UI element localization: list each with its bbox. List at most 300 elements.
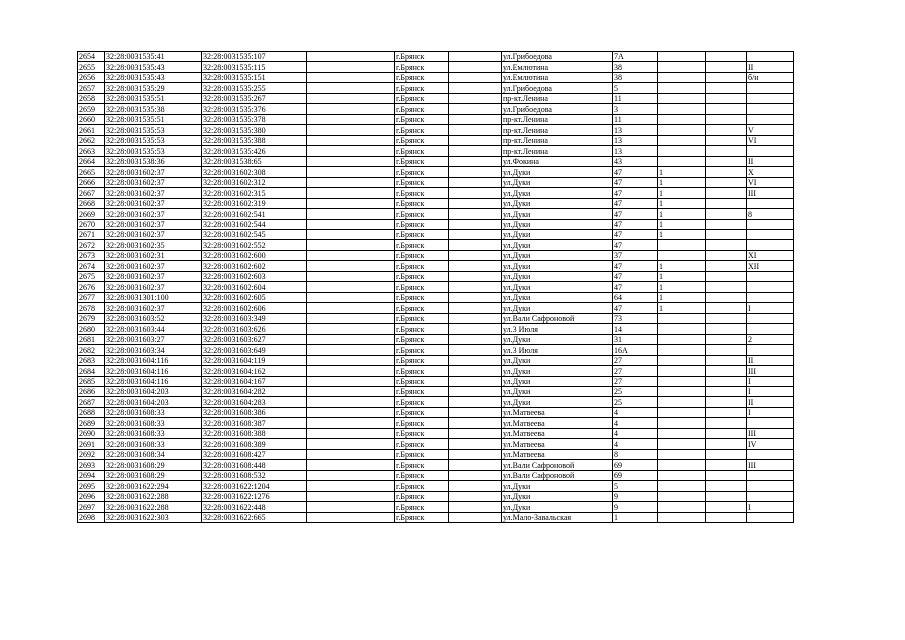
cell-cad-parent: 32:28:0031608:33 (105, 428, 202, 438)
cell-num: 2672 (78, 240, 105, 250)
cell-cad-parent: 32:28:0031602:37 (105, 167, 202, 177)
cell-cad-parent: 32:28:0031622:303 (105, 512, 202, 522)
cell-blank3 (706, 345, 747, 355)
cell-city: г.Брянск (395, 512, 449, 522)
cell-city: г.Брянск (395, 407, 449, 417)
register-table-body (78, 52, 794, 523)
cell-room (747, 481, 794, 491)
cell-cad-object: 32:28:0031608:427 (202, 449, 307, 459)
cell-room: II (747, 397, 794, 407)
cell-blank2 (449, 250, 502, 260)
cell-city: г.Брянск (395, 481, 449, 491)
cell-cad-object: 32:28:0031604:282 (202, 387, 307, 397)
cell-city: г.Брянск (395, 345, 449, 355)
cell-blank1 (307, 146, 395, 156)
cell-blank1 (307, 83, 395, 93)
cell-street: ул.Дуки (502, 292, 613, 302)
cell-city: г.Брянск (395, 72, 449, 82)
cell-room: I (747, 407, 794, 417)
cell-blank1 (307, 303, 395, 313)
table-row (78, 460, 794, 470)
cell-cad-parent: 32:28:0031608:33 (105, 439, 202, 449)
cell-cad-parent: 32:28:0031622:294 (105, 481, 202, 491)
cell-num: 2668 (78, 198, 105, 208)
cell-cad-parent: 32:28:0031608:29 (105, 470, 202, 480)
cell-building (658, 313, 706, 323)
cell-cad-object: 32:28:0031608:386 (202, 407, 307, 417)
cell-num: 2678 (78, 303, 105, 313)
table-row (78, 188, 794, 198)
cell-blank1 (307, 397, 395, 407)
cell-room (747, 83, 794, 93)
cell-street: ул.Дуки (502, 303, 613, 313)
cell-cad-parent: 32:28:0031602:37 (105, 209, 202, 219)
cell-building: 1 (658, 219, 706, 229)
cell-room: VI (747, 135, 794, 145)
cell-city: г.Брянск (395, 93, 449, 103)
cell-num: 2695 (78, 481, 105, 491)
cell-blank2 (449, 271, 502, 281)
cell-street: ул.Грибоедова (502, 83, 613, 93)
cell-street: ул.Дуки (502, 209, 613, 219)
cell-cad-object: 32:28:0031602:545 (202, 229, 307, 239)
cell-blank2 (449, 156, 502, 166)
cell-building (658, 376, 706, 386)
cell-house: 25 (613, 397, 658, 407)
cell-blank3 (706, 219, 747, 229)
cell-blank1 (307, 407, 395, 417)
cell-city: г.Брянск (395, 303, 449, 313)
cell-city: г.Брянск (395, 439, 449, 449)
cell-room (747, 292, 794, 302)
cell-city: г.Брянск (395, 387, 449, 397)
cell-house: 38 (613, 72, 658, 82)
cell-city: г.Брянск (395, 52, 449, 62)
cell-blank2 (449, 366, 502, 376)
cell-house: 13 (613, 146, 658, 156)
cell-num: 2685 (78, 376, 105, 386)
cell-city: г.Брянск (395, 418, 449, 428)
cell-blank2 (449, 502, 502, 512)
cell-city: г.Брянск (395, 156, 449, 166)
cell-blank1 (307, 282, 395, 292)
cell-room: III (747, 460, 794, 470)
cell-num: 2667 (78, 188, 105, 198)
cell-street: ул.Вали Сафроновой (502, 470, 613, 480)
cell-cad-parent: 32:28:0031602:37 (105, 219, 202, 229)
cell-blank1 (307, 334, 395, 344)
cell-cad-parent: 32:28:0031535:53 (105, 125, 202, 135)
cell-house: 69 (613, 460, 658, 470)
cell-building (658, 156, 706, 166)
cell-city: г.Брянск (395, 135, 449, 145)
cell-blank1 (307, 502, 395, 512)
cell-house: 47 (613, 209, 658, 219)
cell-room: X (747, 167, 794, 177)
cell-street: ул.Матвеева (502, 428, 613, 438)
cell-cad-parent: 32:28:0031604:116 (105, 376, 202, 386)
cell-blank2 (449, 219, 502, 229)
cell-blank2 (449, 303, 502, 313)
cell-city: г.Брянск (395, 177, 449, 187)
cell-building (658, 114, 706, 124)
cell-blank2 (449, 355, 502, 365)
cell-blank1 (307, 313, 395, 323)
cell-street: ул.Дуки (502, 481, 613, 491)
cell-house: 1 (613, 512, 658, 522)
cell-room: 8 (747, 209, 794, 219)
cell-blank1 (307, 93, 395, 103)
cell-blank3 (706, 198, 747, 208)
cell-house: 47 (613, 219, 658, 229)
cell-street: ул.Емлютина (502, 62, 613, 72)
cell-street: ул.Дуки (502, 397, 613, 407)
cell-cad-object: 32:28:0031603:627 (202, 334, 307, 344)
cell-street: ул.Емлютина (502, 72, 613, 82)
cell-blank1 (307, 219, 395, 229)
cell-blank3 (706, 355, 747, 365)
cell-building (658, 125, 706, 135)
cell-blank1 (307, 198, 395, 208)
cell-room: III (747, 428, 794, 438)
cell-num: 2675 (78, 271, 105, 281)
cell-num: 2690 (78, 428, 105, 438)
table-row (78, 418, 794, 428)
cell-blank1 (307, 135, 395, 145)
cell-blank3 (706, 62, 747, 72)
cell-blank2 (449, 83, 502, 93)
table-row (78, 292, 794, 302)
cell-cad-object: 32:28:0031602:315 (202, 188, 307, 198)
cell-blank3 (706, 261, 747, 271)
table-row (78, 481, 794, 491)
cell-blank3 (706, 72, 747, 82)
cell-city: г.Брянск (395, 449, 449, 459)
cell-room (747, 470, 794, 480)
cell-house: 9 (613, 491, 658, 501)
cell-blank2 (449, 407, 502, 417)
cell-cad-object: 32:28:0031604:167 (202, 376, 307, 386)
cell-building (658, 418, 706, 428)
cell-num: 2656 (78, 72, 105, 82)
cell-house: 47 (613, 188, 658, 198)
cell-house: 43 (613, 156, 658, 166)
cell-building (658, 481, 706, 491)
cell-blank1 (307, 428, 395, 438)
cell-cad-object: 32:28:0031608:387 (202, 418, 307, 428)
cell-building: 1 (658, 167, 706, 177)
cell-room: 2 (747, 334, 794, 344)
cell-house: 7А (613, 52, 658, 62)
cell-blank1 (307, 52, 395, 62)
cell-room (747, 282, 794, 292)
cell-cad-object: 32:28:0031603:349 (202, 313, 307, 323)
cell-blank1 (307, 261, 395, 271)
cell-cad-parent: 32:28:0031602:37 (105, 198, 202, 208)
cell-building (658, 250, 706, 260)
cell-cad-object: 32:28:0031608:388 (202, 428, 307, 438)
cell-city: г.Брянск (395, 470, 449, 480)
cell-building (658, 104, 706, 114)
cell-blank3 (706, 313, 747, 323)
cell-cad-parent: 32:28:0031602:37 (105, 303, 202, 313)
cell-blank2 (449, 460, 502, 470)
register-sheet (77, 51, 794, 523)
cell-blank2 (449, 439, 502, 449)
cell-cad-object: 32:28:0031603:626 (202, 324, 307, 334)
cell-blank2 (449, 491, 502, 501)
cell-city: г.Брянск (395, 114, 449, 124)
table-row (78, 250, 794, 260)
cell-blank3 (706, 324, 747, 334)
cell-house: 4 (613, 439, 658, 449)
cell-blank3 (706, 460, 747, 470)
cell-house: 25 (613, 387, 658, 397)
cell-cad-object: 32:28:0031602:603 (202, 271, 307, 281)
cell-blank1 (307, 62, 395, 72)
cell-street: ул.Дуки (502, 261, 613, 271)
table-row (78, 502, 794, 512)
cell-room: III (747, 366, 794, 376)
cell-room: I (747, 387, 794, 397)
cell-room: IV (747, 439, 794, 449)
cell-house: 37 (613, 250, 658, 260)
cell-cad-object: 32:28:0031622:665 (202, 512, 307, 522)
cell-blank2 (449, 93, 502, 103)
cell-blank1 (307, 114, 395, 124)
cell-street: ул.3 Июля (502, 324, 613, 334)
cell-street: ул.Дуки (502, 282, 613, 292)
cell-building (658, 387, 706, 397)
table-row (78, 397, 794, 407)
cell-street: ул.Дуки (502, 250, 613, 260)
cell-house: 73 (613, 313, 658, 323)
cell-blank1 (307, 387, 395, 397)
cell-blank1 (307, 177, 395, 187)
cell-building: 1 (658, 271, 706, 281)
cell-blank3 (706, 334, 747, 344)
cell-num: 2687 (78, 397, 105, 407)
cell-house: 27 (613, 366, 658, 376)
cell-street: пр-кт.Ленина (502, 114, 613, 124)
cell-street: ул.Грибоедова (502, 52, 613, 62)
cell-cad-parent: 32:28:0031602:31 (105, 250, 202, 260)
table-row (78, 72, 794, 82)
cell-city: г.Брянск (395, 366, 449, 376)
table-row (78, 177, 794, 187)
cell-building (658, 512, 706, 522)
cell-building: 1 (658, 229, 706, 239)
cell-street: ул.Фокина (502, 156, 613, 166)
cell-cad-parent: 32:28:0031535:53 (105, 135, 202, 145)
cell-blank2 (449, 125, 502, 135)
cell-blank2 (449, 72, 502, 82)
cell-cad-object: 32:28:0031535:255 (202, 83, 307, 93)
table-row (78, 167, 794, 177)
cell-blank3 (706, 481, 747, 491)
cell-cad-parent: 32:28:0031603:34 (105, 345, 202, 355)
cell-street: ул.Дуки (502, 271, 613, 281)
cell-blank3 (706, 282, 747, 292)
cell-street: ул.Дуки (502, 219, 613, 229)
cell-cad-parent: 32:28:0031604:116 (105, 355, 202, 365)
cell-cad-parent: 32:28:0031602:37 (105, 282, 202, 292)
cell-blank1 (307, 376, 395, 386)
cell-room (747, 198, 794, 208)
cell-building: 1 (658, 303, 706, 313)
table-row (78, 209, 794, 219)
cell-street: ул.Матвеева (502, 418, 613, 428)
table-row (78, 345, 794, 355)
cell-blank3 (706, 250, 747, 260)
cell-city: г.Брянск (395, 271, 449, 281)
cell-blank1 (307, 470, 395, 480)
cell-num: 2694 (78, 470, 105, 480)
cell-house: 4 (613, 428, 658, 438)
cell-cad-object: 32:28:0031603:649 (202, 345, 307, 355)
cell-room (747, 52, 794, 62)
cell-street: ул.Вали Сафроновой (502, 313, 613, 323)
cell-city: г.Брянск (395, 62, 449, 72)
cell-num: 2659 (78, 104, 105, 114)
cell-blank2 (449, 428, 502, 438)
cell-house: 47 (613, 177, 658, 187)
cell-blank2 (449, 387, 502, 397)
cell-blank2 (449, 282, 502, 292)
cell-street: ул.Дуки (502, 502, 613, 512)
cell-cad-object: 32:28:0031622:1276 (202, 491, 307, 501)
cell-house: 27 (613, 376, 658, 386)
cell-blank1 (307, 491, 395, 501)
cell-cad-parent: 32:28:0031608:33 (105, 418, 202, 428)
table-row (78, 512, 794, 522)
cell-street: ул.Мало-Завальская (502, 512, 613, 522)
cell-cad-parent: 32:28:0031535:43 (105, 72, 202, 82)
cell-house: 47 (613, 240, 658, 250)
cell-room: I (747, 502, 794, 512)
cell-blank3 (706, 104, 747, 114)
cell-cad-object: 32:28:0031608:448 (202, 460, 307, 470)
cell-city: г.Брянск (395, 198, 449, 208)
cell-cad-parent: 32:28:0031602:37 (105, 271, 202, 281)
cell-cad-object: 32:28:0031604:119 (202, 355, 307, 365)
cell-num: 2680 (78, 324, 105, 334)
cell-house: 47 (613, 261, 658, 271)
cell-building: 1 (658, 261, 706, 271)
table-row (78, 83, 794, 93)
cell-blank2 (449, 334, 502, 344)
cell-room (747, 240, 794, 250)
cell-building (658, 146, 706, 156)
cell-room: XII (747, 261, 794, 271)
cell-blank1 (307, 240, 395, 250)
cell-blank2 (449, 449, 502, 459)
cell-cad-object: 32:28:0031604:162 (202, 366, 307, 376)
cell-cad-parent: 32:28:0031535:43 (105, 62, 202, 72)
cell-num: 2658 (78, 93, 105, 103)
cell-cad-object: 32:28:0031535:426 (202, 146, 307, 156)
cell-cad-parent: 32:28:0031608:29 (105, 460, 202, 470)
cell-building (658, 502, 706, 512)
cell-room (747, 104, 794, 114)
cell-room (747, 418, 794, 428)
cell-num: 2698 (78, 512, 105, 522)
cell-room (747, 324, 794, 334)
cell-building: 1 (658, 209, 706, 219)
cell-city: г.Брянск (395, 428, 449, 438)
cell-house: 47 (613, 167, 658, 177)
cell-room (747, 93, 794, 103)
cell-blank1 (307, 104, 395, 114)
cell-street: ул.Дуки (502, 334, 613, 344)
cell-blank2 (449, 167, 502, 177)
cell-house: 13 (613, 135, 658, 145)
cell-building (658, 72, 706, 82)
cell-blank1 (307, 250, 395, 260)
cell-num: 2663 (78, 146, 105, 156)
cell-blank3 (706, 209, 747, 219)
cell-house: 47 (613, 229, 658, 239)
cell-cad-object: 32:28:0031535:380 (202, 125, 307, 135)
cell-cad-parent: 32:28:0031602:37 (105, 261, 202, 271)
cell-blank3 (706, 177, 747, 187)
cell-house: 11 (613, 114, 658, 124)
table-row (78, 261, 794, 271)
cell-cad-object: 32:28:0031608:389 (202, 439, 307, 449)
cell-blank3 (706, 167, 747, 177)
cell-city: г.Брянск (395, 167, 449, 177)
cell-building (658, 366, 706, 376)
cell-building: 1 (658, 198, 706, 208)
cell-cad-object: 32:28:0031535:388 (202, 135, 307, 145)
cell-blank2 (449, 114, 502, 124)
cell-num: 2657 (78, 83, 105, 93)
table-row (78, 376, 794, 386)
cell-house: 4 (613, 407, 658, 417)
cell-building (658, 439, 706, 449)
table-row (78, 135, 794, 145)
cell-cad-object: 32:28:0031602:604 (202, 282, 307, 292)
cell-street: ул.Дуки (502, 366, 613, 376)
table-row (78, 355, 794, 365)
cell-blank2 (449, 104, 502, 114)
cell-cad-object: 32:28:0031535:151 (202, 72, 307, 82)
cell-city: г.Брянск (395, 355, 449, 365)
cell-num: 2686 (78, 387, 105, 397)
cell-house: 47 (613, 303, 658, 313)
cell-cad-object: 32:28:0031602:541 (202, 209, 307, 219)
cell-cad-parent: 32:28:0031603:52 (105, 313, 202, 323)
cell-num: 2673 (78, 250, 105, 260)
cell-blank3 (706, 125, 747, 135)
cell-blank2 (449, 240, 502, 250)
cell-blank3 (706, 114, 747, 124)
cell-num: 2662 (78, 135, 105, 145)
cell-room (747, 146, 794, 156)
cell-blank2 (449, 470, 502, 480)
cell-blank3 (706, 387, 747, 397)
cell-city: г.Брянск (395, 219, 449, 229)
cell-building (658, 355, 706, 365)
cell-house: 64 (613, 292, 658, 302)
table-row (78, 407, 794, 417)
cell-room: б/н (747, 72, 794, 82)
cell-num: 2684 (78, 366, 105, 376)
cell-blank3 (706, 366, 747, 376)
cell-num: 2697 (78, 502, 105, 512)
cell-building (658, 470, 706, 480)
table-row (78, 491, 794, 501)
